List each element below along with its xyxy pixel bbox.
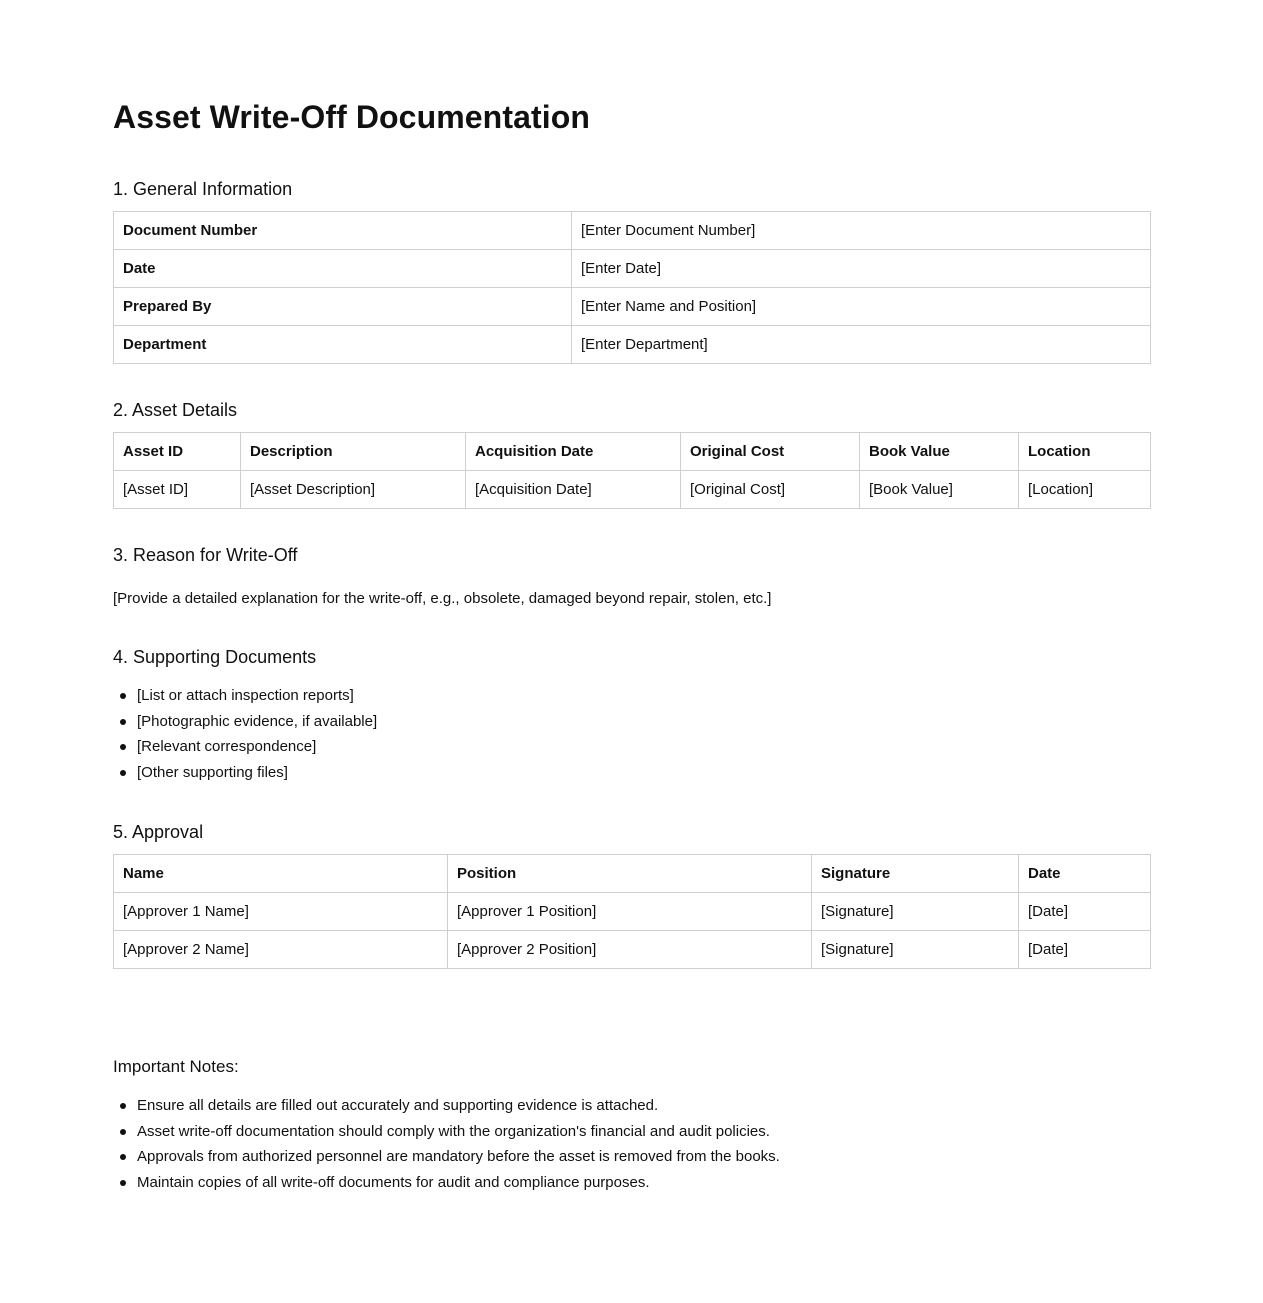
list-item: Approvals from authorized personnel are mandatory before the asset is removed from the books.	[113, 1144, 780, 1170]
field-value[interactable]: [Enter Document Number]	[572, 212, 1151, 250]
table-cell[interactable]: [Signature]	[812, 893, 1019, 931]
table-row	[114, 471, 1151, 509]
supporting-documents-list	[113, 683, 377, 786]
column-header: Date	[1019, 855, 1151, 893]
field-label: Document Number	[114, 212, 572, 250]
table-row	[114, 212, 1151, 250]
section-heading-reason: 3. Reason for Write-Off	[113, 545, 298, 565]
column-header: Signature	[812, 855, 1019, 893]
column-header: Original Cost	[681, 433, 860, 471]
table-cell[interactable]: [Book Value]	[860, 471, 1019, 509]
table-cell[interactable]: [Signature]	[812, 931, 1019, 969]
field-label: Prepared By	[114, 288, 572, 326]
field-label: Department	[114, 326, 572, 364]
column-header: Acquisition Date	[466, 433, 681, 471]
approval-table	[113, 854, 1151, 969]
column-header: Asset ID	[114, 433, 241, 471]
section-heading-asset-details: 2. Asset Details	[113, 400, 238, 420]
field-value[interactable]: [Enter Department]	[572, 326, 1151, 364]
list-item[interactable]: [Photographic evidence, if available]	[113, 709, 377, 735]
table-cell[interactable]: [Date]	[1019, 931, 1151, 969]
list-item[interactable]: [Relevant correspondence]	[113, 734, 377, 760]
field-label: Date	[114, 250, 572, 288]
asset-details-table	[113, 432, 1151, 509]
table-cell[interactable]: [Asset ID]	[114, 471, 241, 509]
list-item: Ensure all details are filled out accurately and supporting evidence is attached.	[113, 1093, 780, 1119]
column-header: Name	[114, 855, 448, 893]
table-cell[interactable]: [Approver 2 Name]	[114, 931, 448, 969]
table-cell[interactable]: [Location]	[1019, 471, 1151, 509]
table-cell[interactable]: [Acquisition Date]	[466, 471, 681, 509]
section-heading-general-information: 1. General Information	[113, 179, 293, 199]
table-header-row	[114, 433, 1151, 471]
section-heading-approval: 5. Approval	[113, 822, 204, 842]
reason-text[interactable]: [Provide a detailed explanation for the write-off, e.g., obsolete, damaged beyond repair, stolen, etc.]	[113, 590, 772, 607]
table-row	[114, 893, 1151, 931]
list-item[interactable]: [List or attach inspection reports]	[113, 683, 377, 709]
table-cell[interactable]: [Approver 2 Position]	[448, 931, 812, 969]
column-header: Position	[448, 855, 812, 893]
table-row	[114, 931, 1151, 969]
column-header: Location	[1019, 433, 1151, 471]
table-cell[interactable]: [Original Cost]	[681, 471, 860, 509]
important-notes-list	[113, 1093, 780, 1196]
table-cell[interactable]: [Approver 1 Name]	[114, 893, 448, 931]
table-row	[114, 250, 1151, 288]
table-cell[interactable]: [Asset Description]	[241, 471, 466, 509]
list-item: Maintain copies of all write-off documents for audit and compliance purposes.	[113, 1170, 780, 1196]
list-item[interactable]: [Other supporting files]	[113, 760, 377, 786]
field-value[interactable]: [Enter Date]	[572, 250, 1151, 288]
column-header: Description	[241, 433, 466, 471]
section-heading-important-notes: Important Notes:	[113, 1057, 239, 1076]
document-title: Asset Write-Off Documentation	[113, 99, 591, 135]
table-row	[114, 326, 1151, 364]
table-row	[114, 288, 1151, 326]
field-value[interactable]: [Enter Name and Position]	[572, 288, 1151, 326]
list-item: Asset write-off documentation should comply with the organization's financial and audit policies.	[113, 1119, 780, 1145]
column-header: Book Value	[860, 433, 1019, 471]
general-information-table	[113, 211, 1151, 364]
table-cell[interactable]: [Approver 1 Position]	[448, 893, 812, 931]
table-header-row	[114, 855, 1151, 893]
table-cell[interactable]: [Date]	[1019, 893, 1151, 931]
section-heading-supporting-documents: 4. Supporting Documents	[113, 647, 317, 667]
